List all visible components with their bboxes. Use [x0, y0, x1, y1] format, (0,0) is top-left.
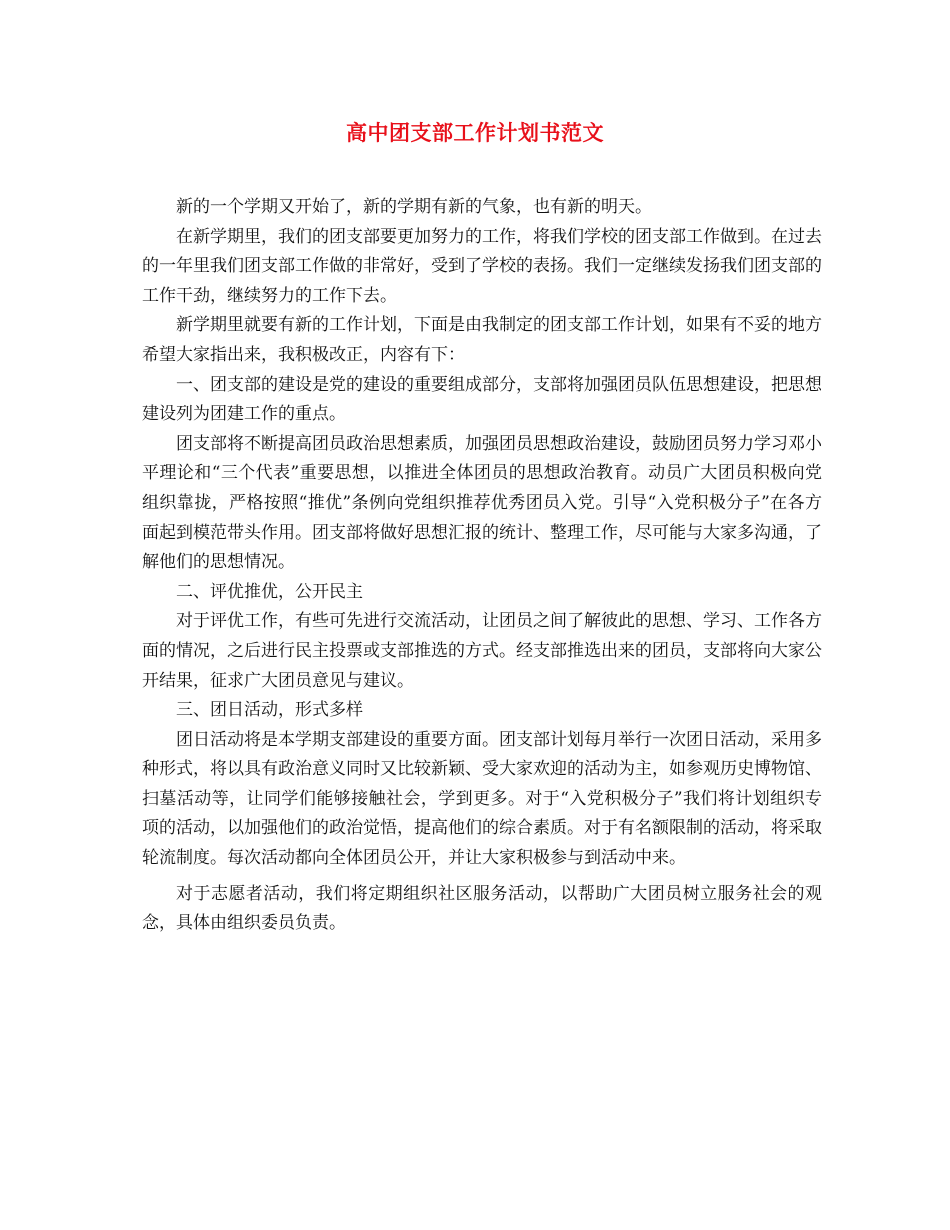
paragraph-3: 新学期里就要有新的工作计划，下面是由我制定的团支部工作计划，如果有不妥的地方希望大家指出来，我积极改正，内容有下： [142, 315, 822, 365]
paragraph-1: 新的一个学期又开始了，新的学期有新的气象，也有新的明天。 [176, 197, 652, 217]
paragraph-10: 对于志愿者活动，我们将定期组织社区服务活动，以帮助广大团员树立服务社会的观念，具体由组织委员负责。 [142, 883, 822, 934]
section-heading-two: 二、评优推优，公开民主 [176, 581, 363, 602]
document-title: 高中团支部工作计划书范文 [346, 120, 604, 145]
section-heading-three: 三、团日活动，形式多样 [176, 700, 363, 721]
paragraph-7: 对于评优工作，有些可先进行交流活动，让团员之间了解彼此的思想、学习、工作各方面的情况，之后进行民主投票或支部推选的方式。经支部推选出来的团员，支部将向大家公开结果，征求广大团员意见与建议。 [142, 611, 822, 691]
paragraph-4-section-one: 一、团支部的建设是党的建设的重要组成部分，支部将加强团员队伍思想建设，把思想建设列为团建工作的重点。 [142, 374, 822, 425]
paragraph-5: 团支部将不断提高团员政治思想素质，加强团员思想政治建设，鼓励团员努力学习邓小平理论和“三个代表”重要思想，以推进全体团员的思想政治教育。动员广大团员积极向党组织靠拢，严格按照“推优”条例向党组织推荐优秀团员入党。引导“入党积极分子”在各方面起到模范带头作用。团支部将做好思想汇报的统计、整理工作，尽可能与大家多沟通，了解他们的思想情况。 [142, 433, 822, 573]
paragraph-9: 团日活动将是本学期支部建设的重要方面。团支部计划每月举行一次团日活动，采用多种形式，将以具有政治意义同时又比较新颖、受大家欢迎的活动为主，如参观历史博物馆、扫墓活动等，让同学们能够接触社会，学到更多。对于“入党积极分子”我们将计划组织专项的活动，以加强他们的政治觉悟，提高他们的综合素质。对于有名额限制的活动，将采取轮流制度。每次活动都向全体团员公开，并让大家积极参与到活动中来。 [142, 729, 822, 869]
document-body [142, 193, 822, 939]
paragraph-2: 在新学期里，我们的团支部要更加努力的工作，将我们学校的团支部工作做到。在过去的一年里我们团支部工作做的非常好，受到了学校的表扬。我们一定继续发扬我们团支部的工作干劲，继续努力的工作下去。 [142, 226, 822, 306]
